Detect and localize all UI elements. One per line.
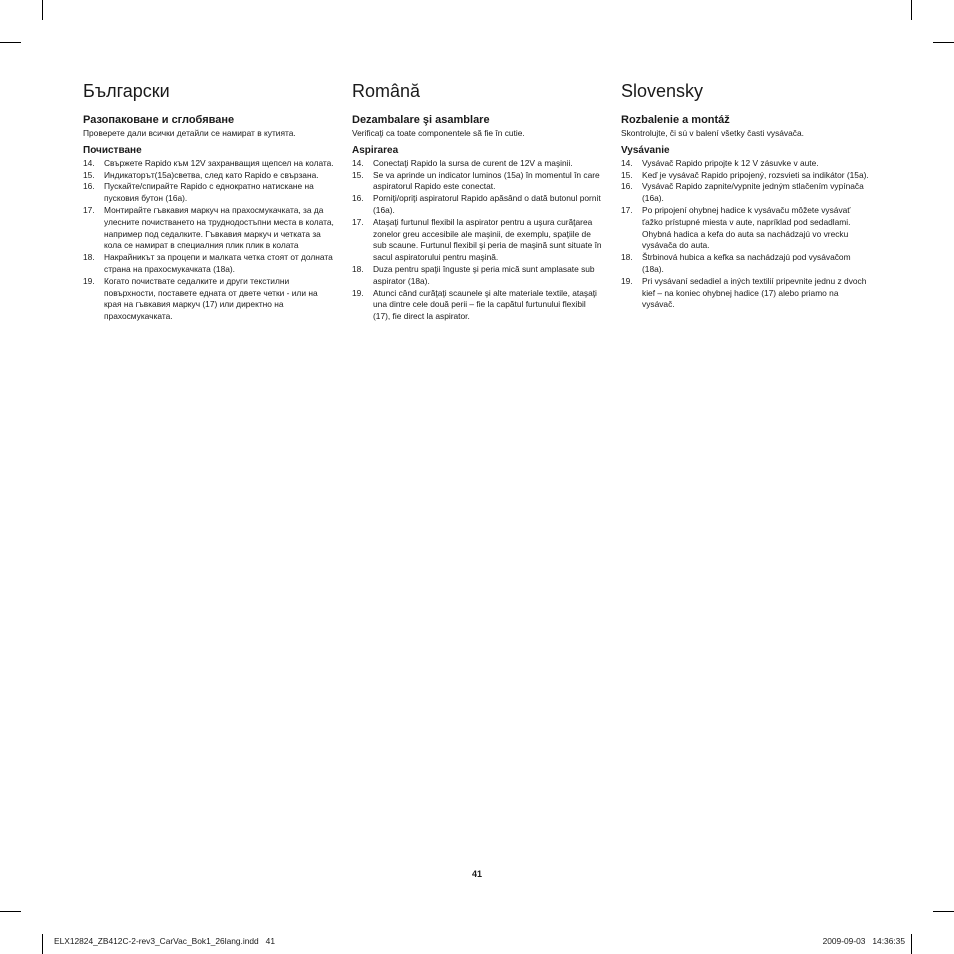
step-number: 14.: [83, 157, 95, 168]
step-text: Vysávač Rapido pripojte k 12 V zásuvke v aute.: [642, 157, 819, 168]
step-number: 17.: [352, 216, 364, 227]
romanian-column: [352, 80, 604, 323]
instruction-item: [621, 158, 869, 170]
instruction-item: [352, 158, 604, 170]
step-number: 15.: [83, 169, 95, 180]
crop-mark-bottom-right: [933, 911, 954, 912]
step-number: 18.: [352, 263, 364, 274]
step-number: 19.: [352, 287, 364, 298]
step-text: Se va aprinde un indicator luminos (15a) în momentul în care aspiratorul Rapido este conectat.: [373, 169, 600, 192]
step-number: 16.: [83, 181, 95, 192]
page-number: 41: [471, 869, 482, 879]
section-heading-cleaning: Vysávanie: [621, 144, 670, 156]
step-text: Накрайникът за процепи и малката четка стоят от долната страна на прахосмукачката (18a).: [104, 252, 333, 274]
step-number: 16.: [621, 181, 633, 192]
crop-mark-bottom-left: [42, 934, 43, 954]
print-slug-timestamp: 2009-09-03 14:36:35: [822, 936, 905, 946]
step-text: Štrbinová hubica a kefka sa nachádzajú pod vysávačom (18a).: [642, 252, 851, 274]
instruction-item: [352, 288, 604, 323]
instruction-item: [352, 217, 604, 264]
section-heading-cleaning: Aspirarea: [352, 144, 399, 156]
section-heading-unpacking: Rozbalenie a montáž: [621, 114, 730, 126]
step-text: Свържете Rapido към 12V захранващия щепсел на колата.: [104, 157, 334, 168]
step-text: Когато почиствате седалките и други текстилни повърхности, поставете едната от двете четки - или на края на гъвкавия маркуч (17) или директно на прахосмукачката.: [104, 275, 318, 322]
step-text: Atunci când curăţaţi scaunele şi alte materiale textile, ataşaţi una dintre cele două perii – fie la capătul furtunului flexibil (17), fie direct la aspirator.: [373, 287, 597, 322]
instruction-item: [83, 276, 335, 323]
bulgarian-column: [83, 80, 335, 323]
instruction-item: [83, 170, 335, 182]
step-text: Ataşaţi furtunul flexibil la aspirator pentru a uşura curăţarea zonelor greu accesibile ale maşinii, de exemplu, spaţiile de sub scaune. Furtunul flexibil şi peria de maşină sunt situate în sacul aspiratorului pentru maşină.: [373, 216, 602, 263]
crop-mark-bottom-right: [911, 934, 912, 954]
instruction-list: [352, 158, 604, 323]
unpacking-text: Verificaţi ca toate componentele să fie în cutie.: [352, 128, 525, 138]
step-text: Vysávač Rapido zapnite/vypnite jedným stlačením vypínača (16a).: [642, 181, 864, 204]
step-number: 15.: [352, 169, 364, 180]
crop-mark-bottom-left: [0, 911, 21, 912]
instruction-item: [621, 205, 869, 252]
step-text: Porniţi/opriţi aspiratorul Rapido apăsând o dată butonul pornit (16a).: [373, 193, 601, 215]
instruction-item: [352, 264, 604, 288]
section-heading-unpacking: Разопаковане и сглобяване: [83, 114, 235, 126]
step-number: 17.: [621, 204, 633, 215]
instruction-item: [352, 170, 604, 194]
step-text: Индикаторът(15a)светва, след като Rapido е свързана.: [104, 169, 319, 180]
section-heading-cleaning: Почистване: [83, 144, 142, 156]
instruction-item: [83, 205, 335, 252]
crop-mark-top-left: [42, 0, 43, 20]
step-number: 14.: [621, 157, 633, 168]
instruction-list: [621, 158, 869, 311]
instruction-item: [83, 158, 335, 170]
step-text: Po pripojení ohybnej hadice k vysávaču môžete vysávať ťažko prístupné miesta v aute, napríklad pod sedadlami. Ohybná hadica a kefa do auta sa nachádzajú vo vrecku vysávača do auta.: [642, 204, 851, 251]
instruction-item: [83, 252, 335, 276]
instruction-item: [621, 170, 869, 182]
instruction-list: [83, 158, 335, 323]
step-number: 19.: [83, 275, 95, 286]
step-number: 15.: [621, 169, 633, 180]
step-text: Пускайте/спирайте Rapido с еднократно натискане на пусковия бутон (16a).: [104, 181, 314, 204]
step-text: Монтирайте гъвкавия маркуч на прахосмукачката, за да улесните почистването на труднодостъпни места в колата, например под седалките. Гъвкавия маркуч и четката за кола се намират в специалния плик плик в колата: [104, 204, 334, 251]
crop-mark-top-right: [911, 0, 912, 20]
crop-mark-top-left: [0, 42, 21, 43]
step-number: 19.: [621, 275, 633, 286]
print-slug-filename: ELX12824_ZB412C-2-rev3_CarVac_Bok1_26lang.indd 41: [54, 936, 275, 946]
crop-mark-top-right: [933, 42, 954, 43]
instruction-item: [621, 276, 869, 311]
slovak-column: [621, 80, 869, 311]
instruction-item: [621, 252, 869, 276]
language-title: Български: [83, 81, 170, 101]
language-title: Slovensky: [621, 81, 704, 101]
step-text: Pri vysávaní sedadiel a iných textilií pripevnite jednu z dvoch kief – na koniec ohybnej hadice (17) alebo priamo na vysávač.: [642, 275, 867, 310]
step-number: 16.: [352, 193, 364, 204]
instruction-item: [352, 193, 604, 217]
step-number: 14.: [352, 157, 364, 168]
step-number: 17.: [83, 204, 95, 215]
unpacking-text: Проверете дали всички детайли се намират в кутията.: [83, 128, 296, 138]
step-text: Duza pentru spaţii înguste şi peria mică sunt amplasate sub aspirator (18a).: [373, 263, 595, 286]
step-text: Conectaţi Rapido la sursa de curent de 12V a maşinii.: [373, 157, 573, 168]
unpacking-text: Skontrolujte, či sú v balení všetky časti vysávača.: [621, 128, 804, 138]
step-number: 18.: [621, 252, 633, 263]
step-number: 18.: [83, 252, 95, 263]
language-title: Română: [352, 81, 421, 101]
step-text: Keď je vysávač Rapido pripojený, rozsvieti sa indikátor (15a).: [642, 169, 869, 180]
section-heading-unpacking: Dezambalare şi asamblare: [352, 114, 490, 126]
instruction-item: [83, 181, 335, 205]
instruction-item: [621, 181, 869, 205]
